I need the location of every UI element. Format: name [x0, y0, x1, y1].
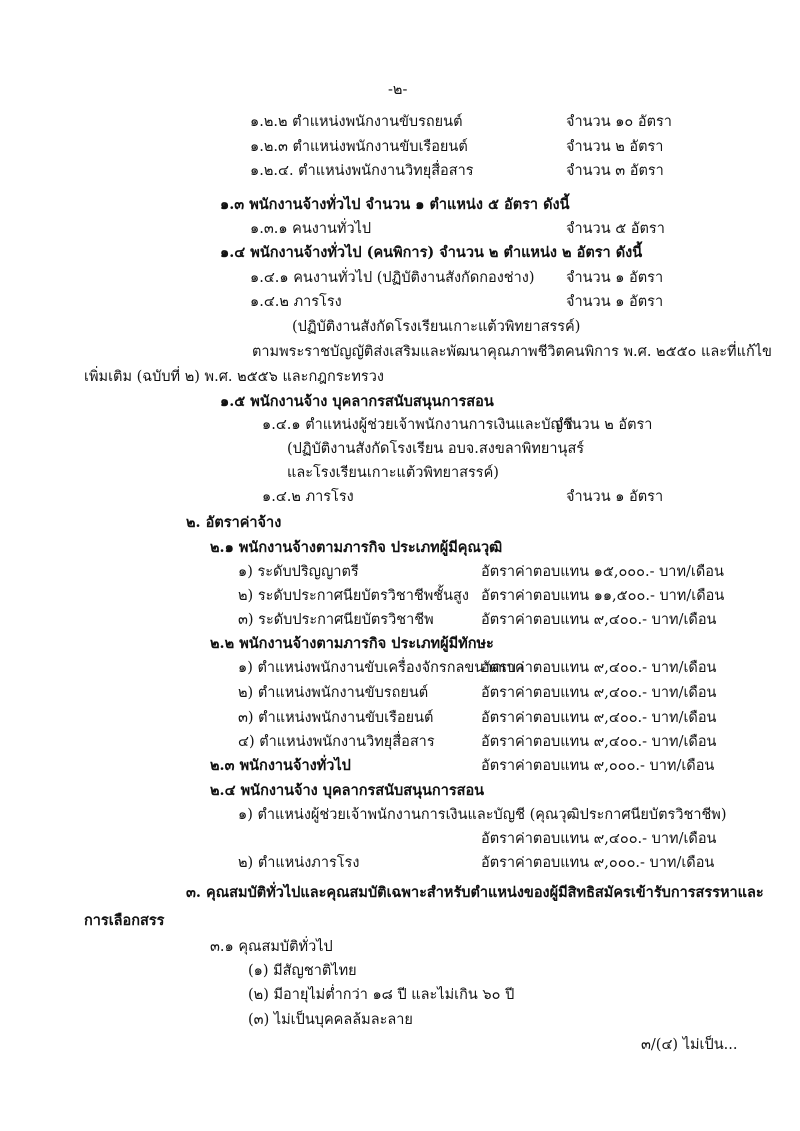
heading-2-4: ๒.๔ พนักงานจ้าง บุคลากรสนับสนุนการสอน [210, 782, 485, 799]
heading-1-4: ๑.๔ พนักงานจ้างทั่วไป (คนพิการ) จำนวน ๒ ตำแหน่ง ๒ อัตรา ดังนี้ [220, 244, 643, 261]
rate-high-vocational-pay: อัตราค่าตอบแทน ๑๑,๕๐๐.- บาท/เดือน [481, 588, 725, 604]
rate-driver: ๒) ตำแหน่งพนักงานขับรถยนต์ [238, 685, 429, 701]
item-1-5-2-count: จำนวน ๑ อัตรา [566, 489, 664, 505]
item-1-2-4-count: จำนวน ๓ อัตรา [566, 163, 664, 179]
rate-machine-operator-pay: อัตราค่าตอบแทน ๙,๔๐๐.- บาท/เดือน [481, 660, 717, 676]
item-1-5-1-note2: และโรงเรียนเกาะแต้วพิทยาสรรค์) [287, 465, 499, 481]
section-2-heading: ๒. อัตราค่าจ้าง [186, 514, 282, 531]
rate-machine-operator: ๑) ตำแหน่งพนักงานขับเครื่องจักรกลขนาดเบา [238, 660, 525, 676]
item-1-5-1-note1: (ปฏิบัติงานสังกัดโรงเรียน อบจ.สงขลาพิทยานุสร์ [287, 441, 585, 457]
page-number: -๒- [388, 82, 408, 98]
rate-finance-assistant: ๑) ตำแหน่งผู้ช่วยเจ้าพนักงานการเงินและบัญชี (คุณวุฒิประกาศนียบัตรวิชาชีพ) [238, 807, 727, 823]
rate-high-vocational: ๒) ระดับประกาศนียบัตรวิชาชีพชั้นสูง [238, 588, 469, 604]
heading-2-3-pay: อัตราค่าตอบแทน ๙,๐๐๐.- บาท/เดือน [481, 758, 715, 774]
continued-marker: ๓/(๔) ไม่เป็น... [641, 1037, 738, 1053]
item-1-2-3-count: จำนวน ๒ อัตรา [566, 139, 664, 155]
item-1-4-1: ๑.๔.๑ คนงานทั่วไป (ปฏิบัติงานสังกัดกองช่าง) [250, 270, 535, 286]
rate-janitor: ๒) ตำแหน่งภารโรง [238, 855, 360, 871]
section-3-heading-line2: การเลือกสรร [84, 912, 165, 929]
rate-finance-assistant-pay: อัตราค่าตอบแทน ๙,๔๐๐.- บาท/เดือน [481, 831, 717, 847]
item-1-2-4: ๑.๒.๔. ตำแหน่งพนักงานวิทยุสื่อสาร [250, 163, 474, 179]
item-1-5-1-count: จำนวน ๒ อัตรา [555, 417, 653, 433]
qualification-1: (๑) มีสัญชาติไทย [248, 963, 357, 979]
item-1-3-1: ๑.๓.๑ คนงานทั่วไป [250, 221, 372, 237]
rate-janitor-pay: อัตราค่าตอบแทน ๙,๐๐๐.- บาท/เดือน [481, 855, 715, 871]
item-1-4-2: ๑.๔.๒ ภารโรง [250, 294, 342, 310]
item-1-4-2-note: (ปฏิบัติงานสังกัดโรงเรียนเกาะแต้วพิทยาสรรค์) [292, 319, 581, 335]
heading-2-1: ๒.๑ พนักงานจ้างตามภารกิจ ประเภทผู้มีคุณวุฒิ [210, 539, 503, 556]
heading-2-3: ๒.๓ พนักงานจ้างทั่วไป [210, 757, 351, 774]
heading-2-2: ๒.๒ พนักงานจ้างตามภารกิจ ประเภทผู้มีทักษะ [210, 635, 494, 652]
item-1-2-3: ๑.๒.๓ ตำแหน่งพนักงานขับเรือยนต์ [250, 139, 468, 155]
item-1-2-2: ๑.๒.๒ ตำแหน่งพนักงานขับรถยนต์ [250, 114, 463, 130]
qualification-3: (๓) ไม่เป็นบุคคลล้มละลาย [248, 1012, 413, 1028]
rate-vocational: ๓) ระดับประกาศนียบัตรวิชาชีพ [238, 612, 434, 628]
heading-1-3: ๑.๓ พนักงานจ้างทั่วไป จำนวน ๑ ตำแหน่ง ๕ อัตรา ดังนี้ [220, 196, 570, 213]
rate-radio-operator-pay: อัตราค่าตอบแทน ๙,๔๐๐.- บาท/เดือน [481, 734, 717, 750]
law-reference-line2: เพิ่มเติม (ฉบับที่ ๒) พ.ศ. ๒๕๕๖ และกฎกระทรวง [84, 369, 384, 385]
rate-vocational-pay: อัตราค่าตอบแทน ๙,๔๐๐.- บาท/เดือน [481, 612, 717, 628]
rate-degree: ๑) ระดับปริญญาตรี [238, 564, 359, 580]
rate-boat-driver: ๓) ตำแหน่งพนักงานขับเรือยนต์ [238, 710, 434, 726]
item-1-5-2: ๑.๔.๒ ภารโรง [262, 489, 354, 505]
section-3-heading-line1: ๓. คุณสมบัติทั่วไปและคุณสมบัติเฉพาะสำหรับตำแหน่งของผู้มีสิทธิสมัครเข้ารับการสรรหาและ [186, 884, 764, 901]
item-1-2-2-count: จำนวน ๑๐ อัตรา [566, 114, 672, 130]
heading-3-1: ๓.๑ คุณสมบัติทั่วไป [210, 939, 333, 955]
law-reference-line1: ตามพระราชบัญญัติส่งเสริมและพัฒนาคุณภาพชีวิตคนพิการ พ.ศ. ๒๕๕๐ และที่แก้ไข [252, 344, 772, 360]
rate-boat-driver-pay: อัตราค่าตอบแทน ๙,๔๐๐.- บาท/เดือน [481, 710, 717, 726]
rate-degree-pay: อัตราค่าตอบแทน ๑๕,๐๐๐.- บาท/เดือน [481, 564, 724, 580]
item-1-3-1-count: จำนวน ๕ อัตรา [566, 221, 665, 237]
heading-1-5: ๑.๕ พนักงานจ้าง บุคลากรสนับสนุนการสอน [220, 393, 494, 410]
item-1-5-1: ๑.๔.๑ ตำแหน่งผู้ช่วยเจ้าพนักงานการเงินและบัญชี [262, 417, 573, 433]
item-1-4-2-count: จำนวน ๑ อัตรา [566, 294, 664, 310]
qualification-2: (๒) มีอายุไม่ต่ำกว่า ๑๘ ปี และไม่เกิน ๖๐ ปี [248, 987, 515, 1003]
rate-radio-operator: ๔) ตำแหน่งพนักงานวิทยุสื่อสาร [238, 734, 435, 750]
rate-driver-pay: อัตราค่าตอบแทน ๙,๔๐๐.- บาท/เดือน [481, 685, 717, 701]
item-1-4-1-count: จำนวน ๑ อัตรา [566, 270, 664, 286]
